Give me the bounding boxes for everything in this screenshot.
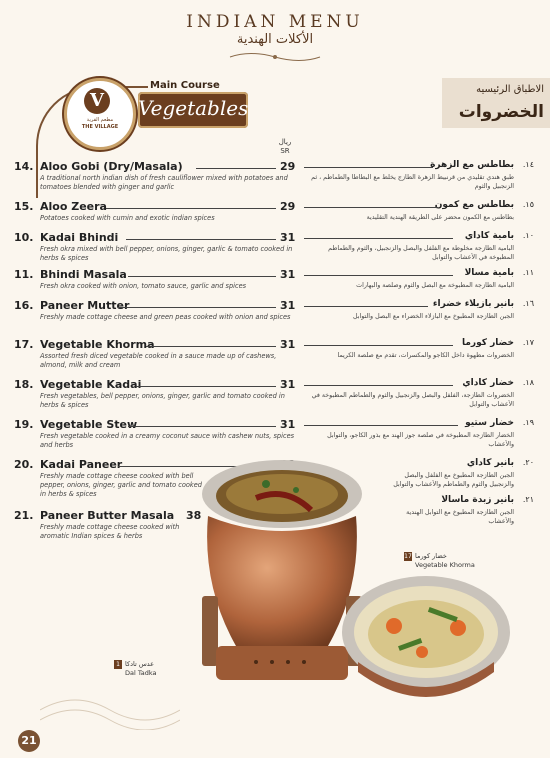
arabic-menu-item-name: بطاطس مع الزهرة — [430, 160, 514, 170]
menu-item-description: Fresh okra cooked with onion, tomato sauce, garlic and spices — [40, 282, 247, 290]
price-header-arabic: ريال — [278, 138, 292, 146]
menu-item-price: 31 — [280, 418, 296, 431]
menu-item-number: 14. — [14, 160, 34, 173]
menu-item-number: 16. — [14, 299, 34, 312]
arabic-menu-item-number: .١٩ — [522, 418, 534, 427]
arabic-menu-item-description: البامية الطازجة المطبوخة مع البصل والثوم وصلصة والبهارات — [356, 282, 514, 289]
khorma-caption — [404, 552, 475, 569]
menu-item-description: Potatoes cooked with cumin and exotic indian spices — [40, 214, 215, 222]
price-column-header — [270, 138, 300, 156]
logo-arabic-text: مطعم القرية — [86, 117, 114, 123]
tadka-caption — [114, 660, 157, 677]
menu-item-number: 18. — [14, 378, 34, 391]
arabic-menu-item-number: .١٥ — [522, 200, 534, 209]
arabic-menu-item-description: بطاطس مع الكمون محضر على الطريقة الهندية التقليدية — [366, 214, 514, 221]
arabic-menu-item-leader-line — [304, 385, 453, 386]
menu-item-name: Kadai Paneer — [40, 458, 123, 471]
menu-item-leader-line — [128, 426, 276, 427]
menu-title: INDIAN MENU — [186, 12, 364, 32]
khorma-caption-english: Vegetable Khorma — [415, 561, 475, 569]
menu-item-leader-line — [196, 168, 276, 169]
arabic-menu-item-description: البامية الطازجة مخلوطة مع الفلفل والبصل والزنجبيل، والثوم والطماطم المطبوخة في الأعشاب والتوابل — [328, 245, 514, 261]
menu-item-name: Vegetable Stew — [40, 418, 138, 431]
arabic-menu-item-description: الخضروات مطهوة داخل الكاجو والمكسرات، تقدم مع صلصة الكريما — [337, 352, 514, 359]
header-ornament — [225, 50, 325, 64]
arabic-menu-item-number: .٢٠ — [522, 458, 534, 467]
decorative-flourish — [40, 690, 180, 730]
menu-item-description: Freshly made cottage cheese and green peas cooked with onion and spices — [40, 313, 291, 321]
arabic-menu-item-name: بانير بازيلاء خضراء — [432, 299, 514, 309]
menu-item-leader-line — [118, 307, 276, 308]
menu-item-name: Bhindi Masala — [40, 268, 127, 281]
logo-english-text: THE VILLAGE — [81, 124, 119, 130]
arabic-menu-item-leader-line — [304, 306, 428, 307]
arabic-menu-item-description: الخضروات الطازجة، الفلفل والبصل والزنجبيل والثوم والطماطم المطبوخة في الأعشاب والتوابل — [311, 392, 514, 408]
menu-item-name: Paneer Mutter — [40, 299, 130, 312]
vegetable-khorma-bowl-image — [338, 572, 514, 704]
arabic-section-title: الخضروات — [458, 102, 544, 122]
arabic-menu-item-name: بانير زبدة ماسالا — [441, 495, 514, 505]
arabic-menu-item-leader-line — [304, 345, 453, 346]
menu-item-price: 38 — [186, 509, 202, 522]
arabic-menu-item-leader-line — [304, 167, 433, 168]
arabic-menu-item-number: .١٠ — [522, 231, 534, 240]
page-number: 21 — [18, 730, 40, 752]
arabic-menu-item-number: .١٨ — [522, 378, 534, 387]
tadka-caption-number: 1 — [114, 660, 122, 669]
arabic-menu-item-number: .١٤ — [522, 160, 534, 169]
menu-item-price: 31 — [280, 338, 296, 351]
menu-item-number: 15. — [14, 200, 34, 213]
arabic-menu-item-leader-line — [304, 238, 453, 239]
menu-item-price: 31 — [280, 299, 296, 312]
menu-item-name: Aloo Zeera — [40, 200, 107, 213]
menu-item-number: 21. — [14, 509, 34, 522]
menu-item-price: 31 — [280, 268, 296, 281]
arabic-menu-item-number: .١٧ — [522, 338, 534, 347]
menu-item-description: A traditional north indian dish of fresh cauliflower mixed with potatoes and tomatoes blended with ginger and garlic — [40, 174, 288, 191]
section-title: Vegetables — [138, 96, 249, 120]
main-course-label: Main Course — [150, 80, 220, 91]
menu-item-number: 19. — [14, 418, 34, 431]
menu-item-leader-line — [136, 386, 276, 387]
khorma-caption-number: 17 — [404, 553, 412, 560]
menu-item-leader-line — [106, 208, 276, 209]
arabic-menu-item-name: خضار كورما — [461, 338, 514, 348]
arabic-menu-item-description: الجبن الطازجة المطبوخ مع البازلاء الخضراء مع البصل والتوابل — [352, 313, 514, 320]
arabic-menu-item-leader-line — [304, 275, 453, 276]
menu-title-arabic: الأكلات الهندية — [236, 32, 314, 47]
logo-letter: V — [84, 88, 110, 114]
arabic-menu-item-name: خضار كاداي — [462, 378, 514, 388]
menu-item-description: Freshly made cottage cheese cooked with aromatic Indian spices & herbs — [40, 523, 180, 540]
arabic-menu-item-number: .١٦ — [522, 299, 534, 308]
menu-item-price: 29 — [280, 160, 296, 173]
tadka-caption-english: Dal Tadka — [125, 669, 157, 677]
menu-item-name: Paneer Butter Masala — [40, 509, 175, 522]
menu-item-name: Vegetable Kadai — [40, 378, 142, 391]
arabic-menu-item-name: بانير كاداي — [466, 458, 514, 468]
menu-item-description: Freshly made cottage cheese cooked with bell pepper, onions, ginger, garlic and tomato cooked in herbs & spices — [40, 472, 202, 498]
menu-item-price: 31 — [280, 378, 296, 391]
menu-item-name: Kadai Bhindi — [40, 231, 119, 244]
menu-item-leader-line — [146, 346, 276, 347]
menu-item-number: 10. — [14, 231, 34, 244]
arabic-menu-item-leader-line — [304, 425, 458, 426]
arabic-menu-item-description: الخضار الطازجة المطبوخة في صلصة جوز الهند مع بذور الكاجو، والتوابل والأعشاب — [327, 432, 514, 448]
menu-item-description: Fresh okra mixed with bell pepper, onions, ginger, garlic & tomato cooked in herbs & spices — [40, 245, 293, 262]
arabic-main-course-label: الاطباق الرئيسيه — [476, 84, 544, 95]
price-header-english: SR — [280, 147, 290, 155]
menu-item-leader-line — [126, 239, 276, 240]
menu-item-price: 31 — [280, 231, 296, 244]
arabic-menu-item-description: الجبن الطازجة المطبوخ مع الفلفل والبصل والزنجبيل والثوم والطماطم والأعشاب والتوابل — [393, 472, 514, 488]
menu-item-description: Fresh vegetables, bell pepper, onions, ginger, garlic and tomato cooked in herbs & spices — [40, 392, 285, 409]
arabic-menu-item-name: بطاطس مع كمون — [434, 200, 514, 210]
menu-item-number: 17. — [14, 338, 34, 351]
menu-item-number: 11. — [14, 268, 34, 281]
arabic-menu-item-description: الجبن الطازجة المطبوخ مع التوابل الهندية والأعشاب — [406, 509, 514, 525]
menu-item-leader-line — [128, 276, 276, 277]
tadka-caption-arabic: عدس تادكا — [125, 660, 155, 668]
menu-item-name: Vegetable Khorma — [40, 338, 155, 351]
menu-item-number: 20. — [14, 458, 34, 471]
menu-item-price: 29 — [280, 200, 296, 213]
menu-item-description: Fresh vegetable cooked in a creamy coconut sauce with cashew nuts, spices and herbs — [40, 432, 295, 449]
menu-item-name: Aloo Gobi (Dry/Masala) — [40, 160, 183, 173]
arabic-menu-item-name: بامية كاداي — [464, 231, 514, 241]
arabic-menu-item-leader-line — [304, 207, 438, 208]
arabic-menu-item-number: .١١ — [522, 268, 534, 277]
arabic-menu-item-number: .٢١ — [522, 495, 534, 504]
arabic-menu-item-name: خضار ستيو — [465, 418, 514, 428]
khorma-caption-arabic: خضار كورما — [415, 552, 447, 560]
menu-item-description: Assorted fresh diced vegetable cooked in a sauce made up of cashews, almond, milk and cream — [40, 352, 277, 369]
arabic-menu-item-description: طبق هندي تقليدي من قرنبيط الزهرة الطازج يخلط مع البطاطا والطماطم ، ثم الزنجبيل والثوم — [311, 174, 514, 190]
arabic-menu-item-name: بامية مسالا — [464, 268, 514, 278]
